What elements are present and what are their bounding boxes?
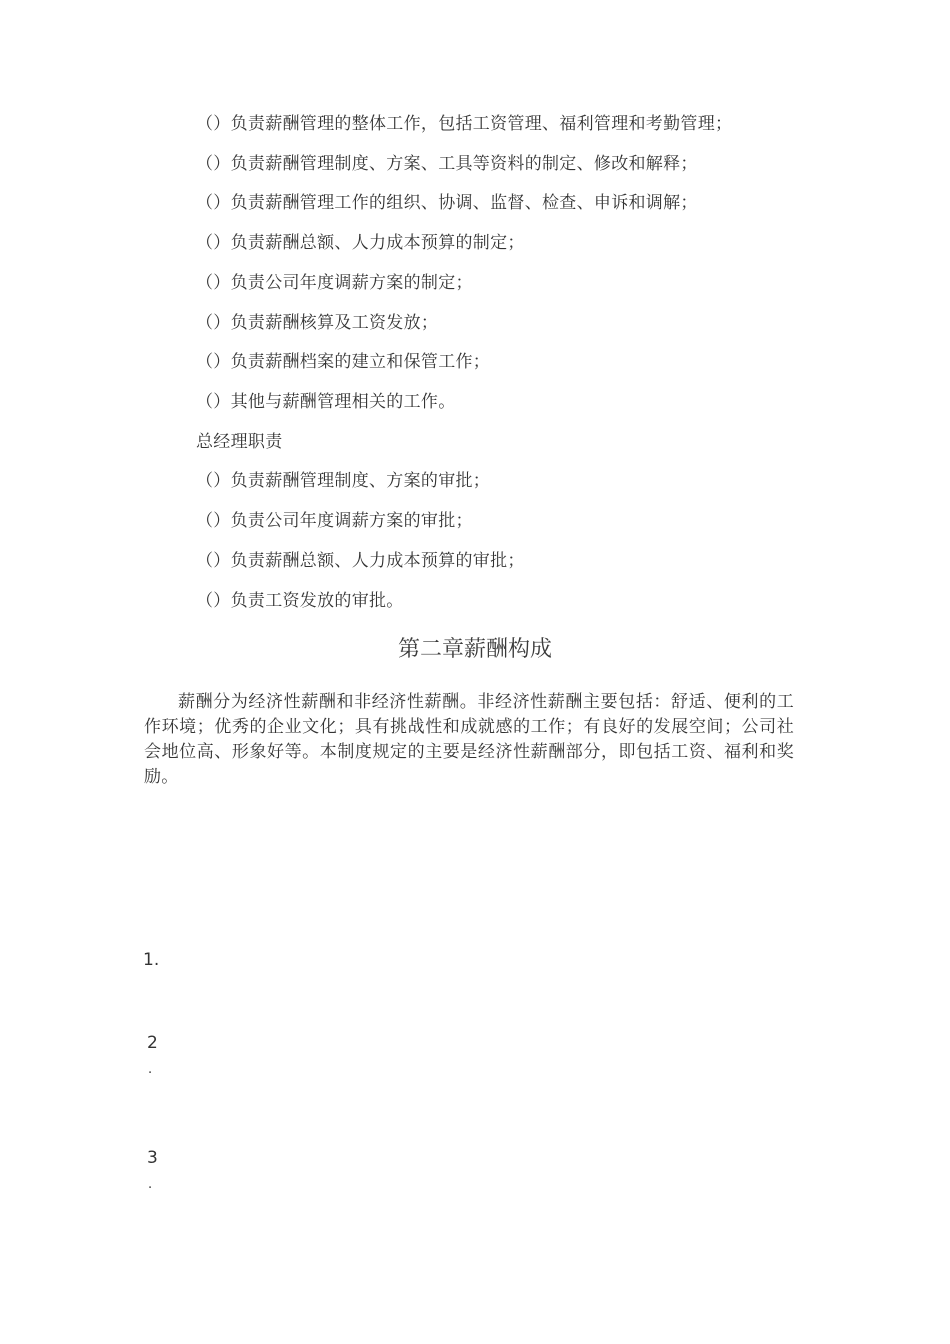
list-number-3-dot: .: [148, 1177, 153, 1192]
duty-line: （）负责薪酬核算及工资发放；: [196, 313, 439, 333]
duty-line: （）负责薪酬总额、人力成本预算的审批；: [196, 551, 525, 571]
duty-line: （）负责薪酬档案的建立和保管工作；: [196, 352, 491, 372]
duty-line: （）负责工资发放的审批。: [196, 591, 404, 611]
list-number-3: 3: [147, 1148, 158, 1168]
chapter-title: 第二章薪酬构成: [397, 637, 552, 662]
duty-line: （）负责薪酬管理制度、方案、工具等资料的制定、修改和解释；: [196, 154, 698, 174]
body-paragraph: 薪酬分为经济性薪酬和非经济性薪酬。非经济性薪酬主要包括：舒适、便利的工作环境；优秀的企业文化；具有挑战性和成就感的工作；有良好的发展空间；公司社会地位高、形象好等。本制度规定的主要是经济性薪酬部分，即包括工资、福利和奖励。: [144, 692, 794, 787]
duty-line: （）其他与薪酬管理相关的工作。: [196, 392, 456, 412]
list-number-2-dot: .: [148, 1062, 153, 1077]
duty-line: （）负责薪酬总额、人力成本预算的制定；: [196, 233, 525, 253]
duty-line: （）负责公司年度调薪方案的审批；: [196, 511, 473, 531]
list-number-1: 1.: [143, 950, 160, 970]
duty-line: （）负责薪酬管理制度、方案的审批；: [196, 471, 491, 491]
duty-line: （）负责薪酬管理工作的组织、协调、监督、检查、申诉和调解；: [196, 193, 698, 213]
section-subheading: 总经理职责: [196, 432, 283, 452]
duty-line: （）负责公司年度调薪方案的制定；: [196, 273, 473, 293]
list-number-2: 2: [147, 1033, 158, 1053]
duty-line: （）负责薪酬管理的整体工作，包括工资管理、福利管理和考勤管理；: [196, 114, 733, 134]
